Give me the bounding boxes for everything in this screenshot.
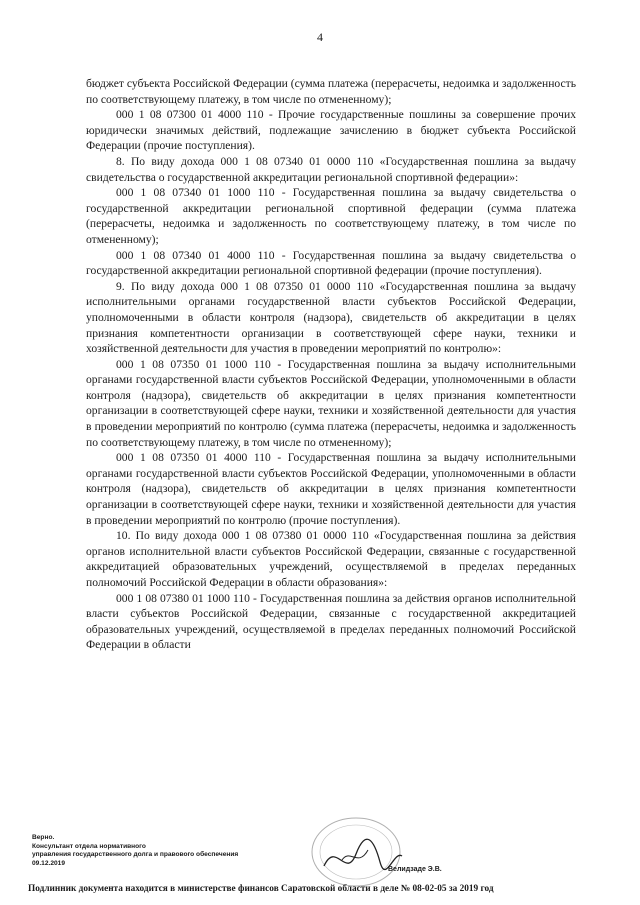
paragraph: 9. По виду дохода 000 1 08 07350 01 0000 110 «Государственная пошлина за выдачу исполнительными органами государственной власти субъектов Российской Федерации, уполномоченными в области контроля (надзора), свидетельств об аккредитации в целях признания компетентности организации в соответствующей сфере науки, техники и хозяйственной деятельности для участия в проведении мероприятий по контролю»:: [86, 279, 576, 356]
page-number: 4: [317, 30, 323, 44]
paragraph: 000 1 08 07340 01 1000 110 - Государственная пошлина за выдачу свидетельства о государственной аккредитации региональной спортивной федерации (сумма платежа (перерасчеты, недоимка и задолженность по соответствующему платежу, в том числе по отмененному);: [86, 186, 576, 246]
certification-date: 09.12.2019: [32, 859, 66, 867]
verno-label: Верно.: [32, 834, 55, 841]
paragraph: 10. По виду дохода 000 1 08 07380 01 0000 110 «Государственная пошлина за действия органов исполнительной власти субъектов Российской Федерации, связанные с государственной аккредитацией образовательных учреждений, осуществляемой в пределах переданных полномочий Российской Федерации в области образования»:: [86, 529, 576, 589]
document-body: [86, 76, 576, 653]
paragraph: 000 1 08 07350 01 1000 110 - Государственная пошлина за выдачу исполнительными органами государственной власти субъектов Российской Федерации, уполномоченными в области контроля (надзора), свидетельств об аккредитации в целях признания компетентности организации в соответствующей сфере науки, техники и хозяйственной деятельности для участия в проведении мероприятий по контролю (сумма платежа (перерасчеты, недоимка и задолженность по соответствующему платежу, в том числе по отмененному);: [86, 357, 576, 449]
paragraph: бюджет субъекта Российской Федерации (сумма платежа (перерасчеты, недоимка и задолженность по соответствующему платежу, в том числе по отмененному);: [86, 77, 576, 106]
paragraph: 000 1 08 07350 01 4000 110 - Государственная пошлина за выдачу исполнительными органами государственной власти субъектов Российской Федерации, уполномоченными в области контроля (надзора), свидетельств об аккредитации в целях признания компетентности организации в соответствующей сфере науки, техники и хозяйственной деятельности для участия в проведении мероприятий по контролю (прочие поступления).: [86, 451, 576, 527]
paragraph: 8. По виду дохода 000 1 08 07340 01 0000 110 «Государственная пошлина за выдачу свидетельства о государственной аккредитации региональной спортивной федерации»:: [86, 154, 576, 184]
signature-stamp: [294, 810, 414, 890]
paragraph: 000 1 08 07340 01 4000 110 - Государственная пошлина за выдачу свидетельства о государственной аккредитации региональной спортивной федерации (прочие поступления).: [86, 248, 576, 278]
certification-block: [32, 834, 292, 868]
signer-name: Велидзаде Э.В.: [388, 866, 442, 873]
position-line: управления государственного долга и правового обеспечения: [32, 851, 239, 859]
original-location-note: Подлинник документа находится в министерстве финансов Саратовской области в деле № 08-02-05 за 2019 год: [28, 884, 494, 894]
paragraph: 000 1 08 07380 01 1000 110 - Государственная пошлина за действия органов исполнительной власти субъектов Российской Федерации, связанные с государственной аккредитацией образовательных учреждений, осуществляемой в пределах переданных полномочий Российской Федерации в области: [86, 591, 576, 652]
paragraph: 000 1 08 07300 01 4000 110 - Прочие государственные пошлины за совершение прочих юридически значимых действий, подлежащие зачислению в бюджет субъекта Российской Федерации (прочие поступления).: [86, 108, 576, 153]
position-line: Консультант отдела нормативного: [32, 842, 146, 850]
